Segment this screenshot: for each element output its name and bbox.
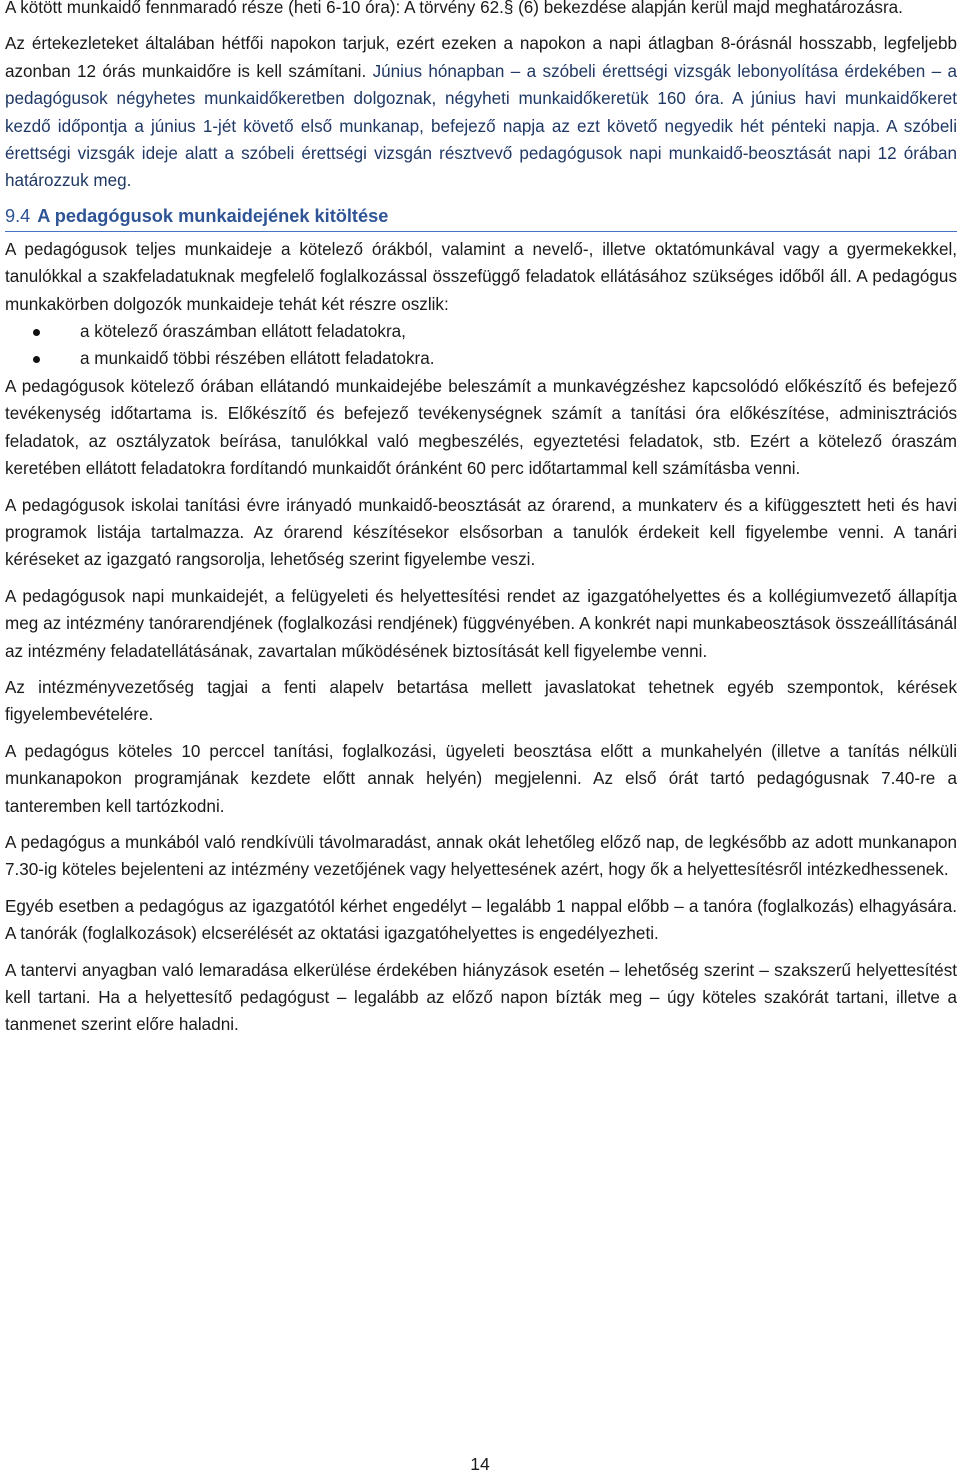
list-item [5, 345, 957, 372]
list-item-text: a munkaidő többi részében ellátott feladatokra. [80, 349, 435, 369]
paragraph-absence-reporting: A pedagógus a munkából való rendkívüli távolmaradást, annak okát lehetőleg előző nap, de legkésőbb az adott munkanapon 7.30-ig köteles bejelenteni az intézmény vezetőjének vagy helyettesének azért, hogy ők a helyettesítésről intézkedhessenek. [5, 832, 957, 880]
bullet-icon [33, 356, 40, 363]
paragraph-preparation: A pedagógusok kötelező órában ellátandó munkaidejébe beleszámít a munkavégzéshez kapcsolódó előkészítő és befejező tevékenység időtartama is. Előkészítő és befejező tevékenységnek számít a tanítási óra előkészítése, adminisztrációs feladatok, az osztályzatok beírása, tanulókkal való megbeszélés, egyeztetési feladatok, stb. Ezért a kötelező óraszám keretében ellátott feladatokra fordítandó munkaidőt óránként 60 perc időtartammal kell számításba venni. [5, 376, 957, 479]
paragraph-timetable: A pedagógusok iskolai tanítási évre irányadó munkaidő-beosztását az órarend, a munkaterv és a kifüggesztett heti és havi programok listája tartalmazza. Az órarend készítésekor elsősorban a tanulók érdekeit kell figyelembe venni. A tanári kéréseket az igazgató rangsorolja, lehetőség szerint figyelembe veszi. [5, 495, 957, 570]
paragraph-daily-schedule: A pedagógusok napi munkaidejét, a felügyeleti és helyettesítési rendet az igazgatóhelyettes és a kollégiumvezető állapítja meg az intézmény tanórarendjének (foglalkozási rendjének) függvényében. A konkrét napi munkabeosztások összeállításánál az intézmény feladatellátásának, zavartalan működésének biztosítását kell figyelembe venni. [5, 586, 957, 661]
section-number: 9.4 [5, 205, 31, 226]
document-page [5, 0, 957, 1048]
bullet-icon [33, 329, 40, 336]
section-heading [5, 204, 957, 232]
paragraph-substitution: A tantervi anyagban való lemaradása elkerülése érdekében hiányzások esetén – lehetőség szerint – szakszerű helyettesítést kell tartani. Ha a helyettesítő pedagógust – legalább az előző napon bízták meg – úgy köteles szakórát tartani, illetve a tanmenet szerint előre haladni. [5, 960, 957, 1035]
list-item-text: a kötelező óraszámban ellátott feladatokra, [80, 322, 406, 342]
paragraph-arrival-time: A pedagógus köteles 10 perccel tanítási, foglalkozási, ügyeleti beosztása előtt a munkahelyén (illetve a tanítás nélküli munkanapokon programjának kezdete előtt annak helyén) megjelenni. Az első órát tartó pedagógusnak 7.40-re a tanteremben kell tartózkodni. [5, 741, 957, 816]
paragraph-june-exams-text: Június hónapban – a szóbeli érettségi vizsgák lebonyolítása érdekében – a pedagógusok négyhetes munkaidőkeretben dolgoznak, négyheti munkaidőkeretük 160 óra. A június havi munkaidőkeret kezdő időpontja a június 1-jét követő első munkanap, befejező napja az ezt követő negyedik hét pénteki napja. A szóbeli érettségi vizsgák ideje alatt a szóbeli érettségi vizsgán résztvevő pedagógusok napi munkaidő-beosztását napi 12 órában határozzuk meg. [5, 61, 957, 191]
list-item [5, 318, 957, 345]
paragraph-management-suggestions: Az intézményvezetőség tagjai a fenti alapelv betartása mellett javaslatokat tehetnek egyéb szempontok, kérések figyelembevételére. [5, 677, 957, 725]
section-title: A pedagógusok munkaidejének kitöltése [37, 205, 389, 226]
paragraph-meetings-text: Az értekezleteket általában hétfői napokon tarjuk, ezért ezeken a napokon a napi átlagban 8-órásnál hosszabb, legfeljebb azonban 12 órás munkaidőre is kell számítani. [5, 34, 957, 81]
paragraph-meetings [5, 30, 957, 194]
section-intro: A pedagógusok teljes munkaideje a kötelező órákból, valamint a nevelő-, illetve oktatómunkával vagy a gyermekekkel, tanulókkal a szakfeladatuknak megfelelő foglalkozással összefüggő feladatok ellátásához szükséges időből áll. A pedagógus munkakörben dolgozók munkaideje tehát két részre oszlik: [5, 239, 957, 314]
page-number: 14 [470, 1454, 490, 1474]
paragraph-work-time-remainder: A kötött munkaidő fennmaradó része (heti 6-10 óra): A törvény 62.§ (6) bekezdése alapján kerül majd meghatározásra. [5, 0, 903, 17]
paragraph-leave-permission: Egyéb esetben a pedagógus az igazgatótól kérhet engedélyt – legalább 1 nappal előbb – a tanóra (foglalkozás) elhagyására. A tanórák (foglalkozások) elcserélését az oktatási igazgatóhelyettes is engedélyezheti. [5, 896, 957, 944]
bullet-list [5, 318, 957, 373]
